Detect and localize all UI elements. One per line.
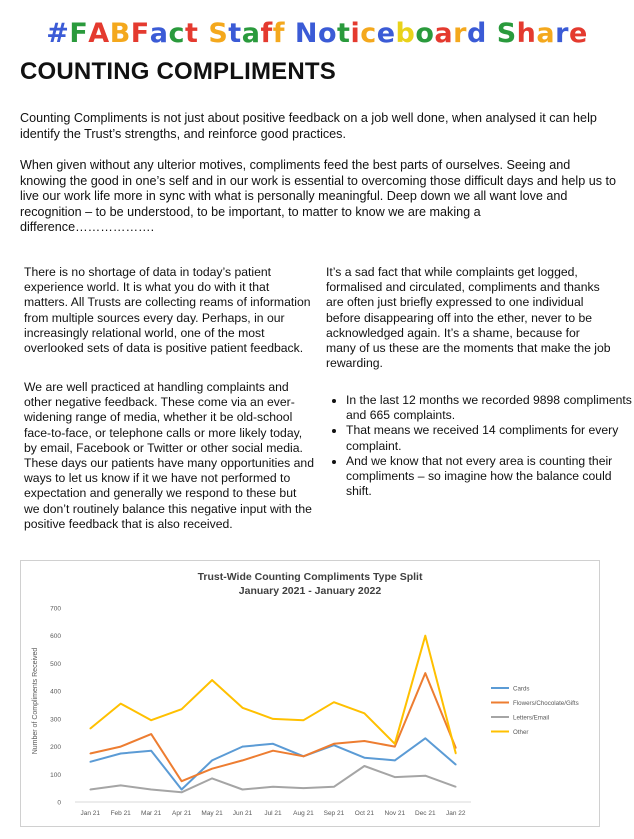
- chart-subtitle: January 2021 - January 2022: [238, 585, 382, 597]
- data-point: [242, 707, 244, 709]
- data-point: [89, 761, 91, 763]
- banner-letter: S: [496, 18, 517, 49]
- y-tick-label: 600: [50, 633, 61, 641]
- x-tick-label: Feb 21: [110, 810, 131, 817]
- noticeboard-banner: [0, 18, 634, 49]
- banner-letter: #: [46, 18, 70, 49]
- left-column-paragraph-2: We are well practiced at handling complaints and other negative feedback. These come via an ever-widening range of media, whether it be old-school face-to-face, or telephone calls or more likely today, by email, Facebook or Twitter or other social media. These days our patients have many opportunities and ways to let us know if it we have not performed to expectation and generally we respond to these but we don’t routinely balance this negative input with the positive feedback that is also received.: [24, 380, 314, 531]
- data-point: [303, 719, 305, 721]
- data-point: [272, 743, 274, 745]
- x-tick-label: Nov 21: [384, 810, 406, 817]
- data-point: [120, 746, 122, 748]
- legend-label: Letters/Email: [513, 714, 550, 722]
- data-point: [333, 701, 335, 703]
- banner-letter: [487, 18, 497, 49]
- intro-paragraph-2: When given without any ulterior motives, compliments feed the best parts of ourselves. Seeing and knowing the good in one’s self and in our work is essential to overcoming those difficult days and help us to live our work life more in sync with what is personally meaningful. Deep down we all want love and recognition – to be understood, to be important, to matter to know we are making a difference……………….: [20, 158, 616, 234]
- banner-letter: t: [337, 18, 351, 49]
- intro-paragraph-1: Counting Compliments is not just about positive feedback on a job well done, when analysed it can help identify the Trust’s strengths, and reinforce good practices.: [20, 111, 597, 141]
- data-point: [455, 764, 457, 766]
- data-point: [364, 765, 366, 767]
- x-tick-label: Jan 22: [446, 810, 466, 817]
- data-point: [150, 733, 152, 735]
- data-point: [89, 753, 91, 755]
- data-point: [455, 753, 457, 755]
- banner-letter: B: [109, 18, 131, 49]
- page-title: COUNTING COMPLIMENTS: [20, 58, 336, 85]
- banner-letter: r: [453, 18, 467, 49]
- y-axis-label: Number of Compliments Received: [32, 647, 39, 755]
- data-point: [150, 789, 152, 791]
- banner-letter: i: [350, 18, 361, 49]
- banner-letter: r: [555, 18, 569, 49]
- banner-letter: e: [376, 18, 396, 49]
- data-point: [394, 743, 396, 745]
- series-line-cards: [90, 738, 456, 789]
- legend-label: Flowers/Chocolate/Gifts: [513, 699, 579, 707]
- banner-letter: t: [228, 18, 242, 49]
- data-point: [181, 789, 183, 791]
- x-tick-label: Apr 21: [172, 810, 192, 817]
- data-point: [425, 672, 427, 674]
- data-point: [211, 760, 213, 762]
- banner-letter: N: [294, 18, 318, 49]
- data-point: [242, 746, 244, 748]
- banner-letter: f: [272, 18, 285, 49]
- banner-letter: a: [241, 18, 261, 49]
- banner-letter: t: [185, 18, 199, 49]
- compliments-chart-svg: [21, 561, 599, 826]
- banner-letter: b: [395, 18, 416, 49]
- y-tick-label: 700: [50, 605, 61, 613]
- banner-letter: o: [415, 18, 435, 49]
- x-tick-label: Aug 21: [293, 810, 314, 817]
- data-point: [394, 746, 396, 748]
- banner-letter: f: [260, 18, 273, 49]
- data-point: [394, 760, 396, 762]
- statistics-bullet-list: [326, 393, 634, 499]
- banner-letter: S: [208, 18, 229, 49]
- data-point: [120, 703, 122, 705]
- data-point: [150, 750, 152, 752]
- y-tick-label: 0: [57, 799, 61, 807]
- left-column-paragraph-1: There is no shortage of data in today’s patient experience world. It is what you do with it that matters. All Trusts are collecting reams of information from multiple sources every day. Perhaps, in our increasingly relational world, one of the most overlooked sets of data is positive patient feedback.: [24, 265, 311, 356]
- x-tick-label: May 21: [201, 810, 223, 817]
- series-line-letters-email: [90, 766, 456, 792]
- banner-letter: [285, 18, 295, 49]
- banner-letter: F: [69, 18, 89, 49]
- banner-letter: d: [466, 18, 487, 49]
- banner-letter: c: [360, 18, 377, 49]
- x-tick-label: Oct 21: [354, 810, 374, 817]
- data-point: [181, 792, 183, 794]
- data-point: [150, 719, 152, 721]
- data-point: [89, 789, 91, 791]
- banner-letter: F: [130, 18, 150, 49]
- banner-letter: [198, 18, 208, 49]
- data-point: [181, 780, 183, 782]
- data-point: [303, 755, 305, 757]
- compliments-chart: [20, 560, 600, 827]
- bullet-item: • In the last 12 months we recorded 9898 compliments and 665 complaints.: [346, 393, 634, 423]
- data-point: [272, 750, 274, 752]
- data-point: [272, 718, 274, 720]
- data-point: [425, 737, 427, 739]
- data-point: [211, 778, 213, 780]
- legend-label: Other: [513, 728, 529, 736]
- data-point: [364, 740, 366, 742]
- data-point: [394, 776, 396, 778]
- y-tick-label: 400: [50, 688, 61, 696]
- bullet-item: • That means we received 14 compliments for every complaint.: [346, 423, 634, 453]
- data-point: [211, 679, 213, 681]
- data-point: [364, 713, 366, 715]
- banner-letter: o: [317, 18, 338, 49]
- banner-letter: h: [516, 18, 537, 49]
- banner-letter: c: [168, 18, 185, 49]
- data-point: [242, 789, 244, 791]
- x-tick-label: Mar 21: [141, 810, 162, 817]
- x-tick-label: Sep 21: [323, 810, 345, 817]
- data-point: [333, 786, 335, 788]
- right-column-paragraph-1: It’s a sad fact that while complaints get logged, formalised and circulated, compliments and thanks are often just briefly expressed to one individual before disappearing off into the ether, never to be acknowledged again. It’s a shame, because for many of us these are the moments that make the job rewarding.: [326, 265, 611, 371]
- data-point: [89, 728, 91, 730]
- data-point: [272, 786, 274, 788]
- data-point: [364, 757, 366, 759]
- banner-letter: a: [149, 18, 169, 49]
- y-tick-label: 300: [50, 716, 61, 724]
- data-point: [120, 753, 122, 755]
- banner-letter: a: [434, 18, 454, 49]
- x-tick-label: Jul 21: [264, 810, 282, 817]
- x-tick-label: Jun 21: [232, 810, 253, 817]
- data-point: [455, 786, 457, 788]
- banner-letter: a: [536, 18, 556, 49]
- x-tick-label: Dec 21: [415, 810, 436, 817]
- data-point: [181, 708, 183, 710]
- data-point: [333, 743, 335, 745]
- data-point: [425, 775, 427, 777]
- data-point: [211, 768, 213, 770]
- y-tick-label: 500: [50, 660, 61, 668]
- bullet-item: • And we know that not every area is counting their compliments – so imagine how the balance could shift.: [346, 454, 634, 500]
- legend-label: Cards: [513, 685, 530, 693]
- y-tick-label: 100: [50, 771, 61, 779]
- data-point: [242, 760, 244, 762]
- data-point: [303, 787, 305, 789]
- data-point: [425, 635, 427, 637]
- data-point: [120, 785, 122, 787]
- y-tick-label: 200: [50, 744, 61, 752]
- banner-letter: A: [88, 18, 110, 49]
- x-tick-label: Jan 21: [80, 810, 100, 817]
- chart-title: Trust-Wide Counting Compliments Type Split: [197, 571, 423, 583]
- banner-letter: e: [568, 18, 588, 49]
- series-line-flowers-chocolate-gifts: [90, 673, 456, 781]
